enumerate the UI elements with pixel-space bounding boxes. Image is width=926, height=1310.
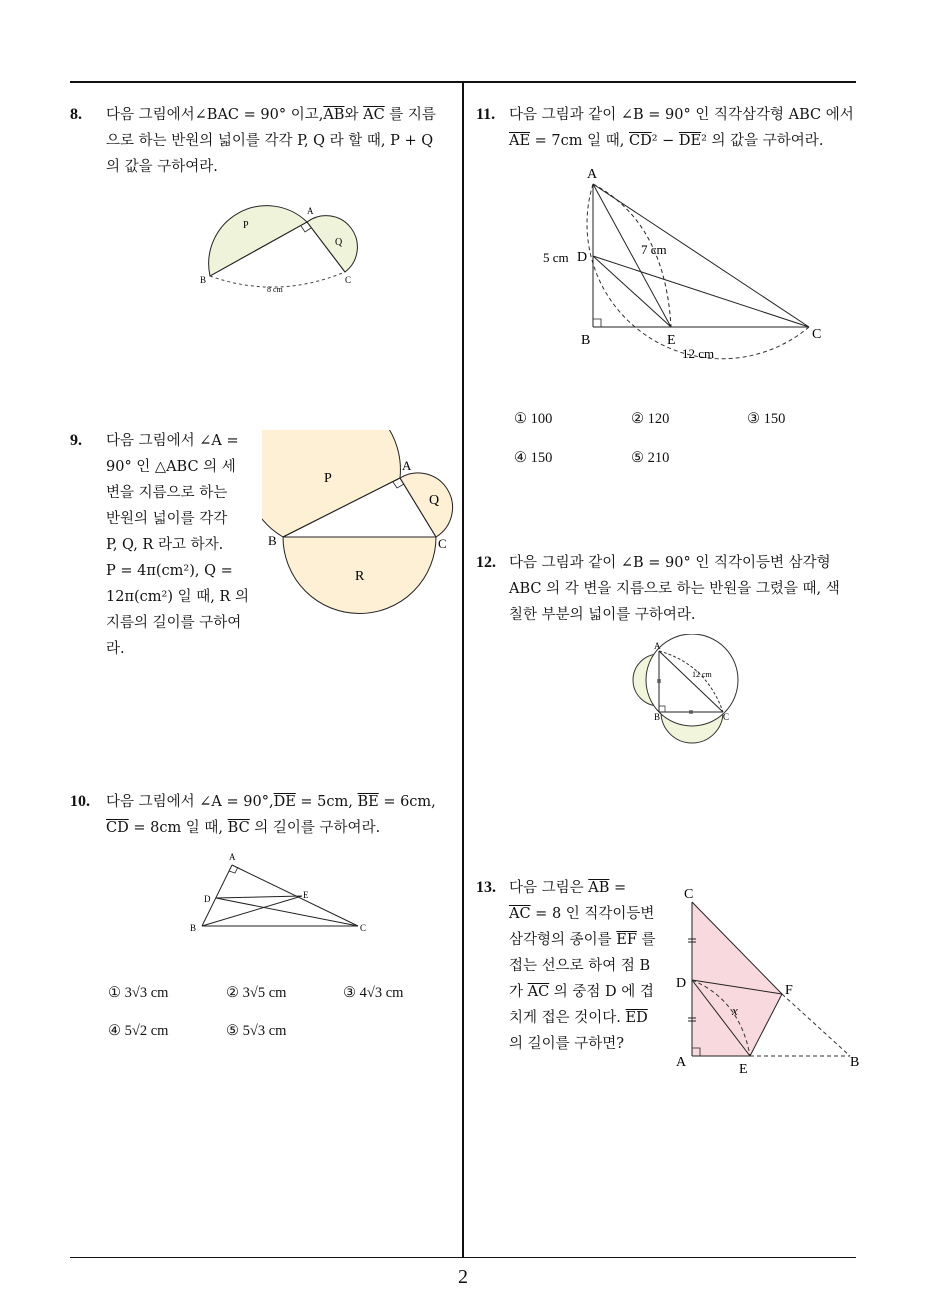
figure-9 [262,430,467,615]
text: 다음 그림과 같이 ∠B = 90° 인 직각삼각형 ABC 에서 [509,107,854,123]
text: = 8cm 일 때, [128,820,228,836]
segment-ac: $\overline{AC}$ [509,906,531,922]
text: 변을 지름으로 하는 [106,485,228,501]
figure-10 [188,848,373,938]
choice-11-3[interactable]: ③ 150 [747,411,786,427]
label-length: 12 cm [692,670,712,679]
problem-9 [70,428,260,662]
label-q: Q [429,493,440,508]
label-a: A [654,641,661,651]
problem-number: 12. [476,554,496,571]
segment-cd: $\overline{CD}$ [106,820,129,836]
text: = 8 인 직각이등변 [530,906,655,922]
problem-13 [476,875,666,1057]
label-b: B [850,1055,860,1070]
problem-text [106,102,460,180]
label-p: P [324,471,332,486]
text: 의 길이를 구하여라. [249,820,381,836]
segment-de: $\overline{DE}$ [273,794,296,810]
segment-ab: $\overline{AB}$ [588,880,610,896]
text: 12π(cm²) 일 때, R 의 [106,589,249,605]
problem-text [509,875,666,1057]
text: ² 의 값을 구하여라. [701,133,824,149]
segment-ae: $\overline{AE}$ [509,133,531,149]
label-c: C [438,536,447,551]
text: 와 [344,107,364,123]
choice-10-4[interactable]: ④ 5√2 cm [108,1023,169,1039]
label-c: C [360,923,367,933]
label-a: A [402,458,412,473]
choice-11-1[interactable]: ① 100 [514,411,553,427]
text: 가 [509,984,528,1000]
segment-ac: $\overline{AC}$ [527,984,550,1000]
text: 를 [636,932,656,948]
segment-ab: $\overline{AB}$ [323,107,345,123]
column-divider [462,82,464,1258]
label-e: E [739,1062,748,1077]
bottom-rule [70,1257,856,1258]
text: 다음 그림과 같이 ∠B = 90° 인 직각이등변 삼각형 [509,555,831,571]
text: = 7cm 일 때, [530,133,629,149]
figure-13 [670,880,865,1080]
label-c: C [723,712,730,722]
label-q: Q [335,237,343,248]
label-e: E [667,333,676,348]
label-a: A [587,167,598,182]
text: 의 중점 D 에 겹 [549,984,654,1000]
choice-10-5[interactable]: ⑤ 5√3 cm [226,1023,287,1039]
problem-number: 13. [476,879,496,896]
label-c: C [345,275,352,285]
label-d: D [676,976,687,991]
figure-12 [626,634,746,746]
label-f: F [785,983,793,998]
text: ABC 의 각 변을 지름으로 하는 반원을 그렸을 때, 색 [509,581,840,597]
segment-ed: $\overline{ED}$ [625,1010,648,1026]
segment-ac: $\overline{AC}$ [363,107,385,123]
text: 90° 인 △ABC 의 세 [106,459,236,475]
label-5cm: 5 cm [543,250,569,265]
label-x: x [732,1003,738,1018]
text: 접는 선으로 하여 점 B [509,958,651,974]
label-b: B [268,533,277,548]
label-r: R [355,569,365,584]
text: P, Q, R 라고 하자. [106,537,224,553]
label-12cm: 12 cm [682,346,715,361]
text: 칠한 부분의 넓이를 구하여라. [509,607,696,623]
problem-12 [476,550,866,628]
label-d: D [204,894,211,904]
segment-bc: $\overline{BC}$ [227,820,250,836]
choice-11-2[interactable]: ② 120 [631,411,670,427]
choice-10-3[interactable]: ③ 4√3 cm [343,985,404,1001]
choice-11-4[interactable]: ④ 150 [514,450,553,466]
choice-11-5[interactable]: ⑤ 210 [631,450,670,466]
text: 반원의 넓이를 각각 [106,511,228,527]
choice-10-2[interactable]: ② 3√5 cm [226,985,287,1001]
problem-8 [70,102,460,180]
label-b: B [200,275,207,285]
problem-number: 9. [70,432,82,449]
segment-cd: $\overline{CD}$ [628,133,652,149]
label-c: C [684,887,694,902]
text: 다음 그림에서 ∠A = [106,433,239,449]
problem-number: 8. [70,106,82,123]
text: 삼각형의 종이를 [509,932,617,948]
text: 의 길이를 구하면? [509,1036,625,1052]
problem-text [509,102,866,154]
segment-ef: $\overline{EF}$ [616,932,637,948]
problem-text [106,428,260,662]
text: = 5cm, [295,794,358,810]
label-b: B [581,333,591,348]
label-b: B [654,712,661,722]
text: 지름의 길이를 구하여 [106,615,242,631]
page-number: 2 [458,1266,468,1288]
label-b: B [190,923,197,933]
text: ² − [651,133,679,149]
problem-11 [476,102,866,154]
label-c: C [812,327,822,342]
text: 으로 하는 반원의 넓이를 각각 P, Q 라 할 때, P + Q [106,133,434,149]
text: 다음 그림에서∠BAC = 90° 이고, [106,107,324,123]
text: = [609,880,627,896]
figure-8 [195,188,365,296]
label-d: D [577,250,588,265]
problem-number: 11. [476,106,496,123]
problem-number: 10. [70,793,90,810]
text: 라. [106,641,125,657]
figure-11 [535,162,835,367]
problem-10 [70,789,460,841]
label-a: A [229,852,236,862]
text: 치게 접은 것이다. [509,1010,626,1026]
label-7cm: 7 cm [641,242,667,257]
problem-text [106,789,460,841]
label-a: A [307,206,314,216]
text: P = 4π(cm²), Q = [106,563,233,579]
text: 를 지름 [384,107,436,123]
text: 다음 그림에서 ∠A = 90°, [106,794,274,810]
segment-de: $\overline{DE}$ [678,133,702,149]
label-length: 8 cm [267,285,283,294]
label-p: P [243,220,249,231]
text: 의 값을 구하여라. [106,159,218,175]
problem-text [509,550,866,628]
label-a: A [676,1055,687,1070]
segment-be: $\overline{BE}$ [357,794,379,810]
text: = 6cm, [378,794,436,810]
label-e: E [303,890,309,900]
text: 다음 그림은 [509,880,589,896]
choice-10-1[interactable]: ① 3√3 cm [108,985,169,1001]
